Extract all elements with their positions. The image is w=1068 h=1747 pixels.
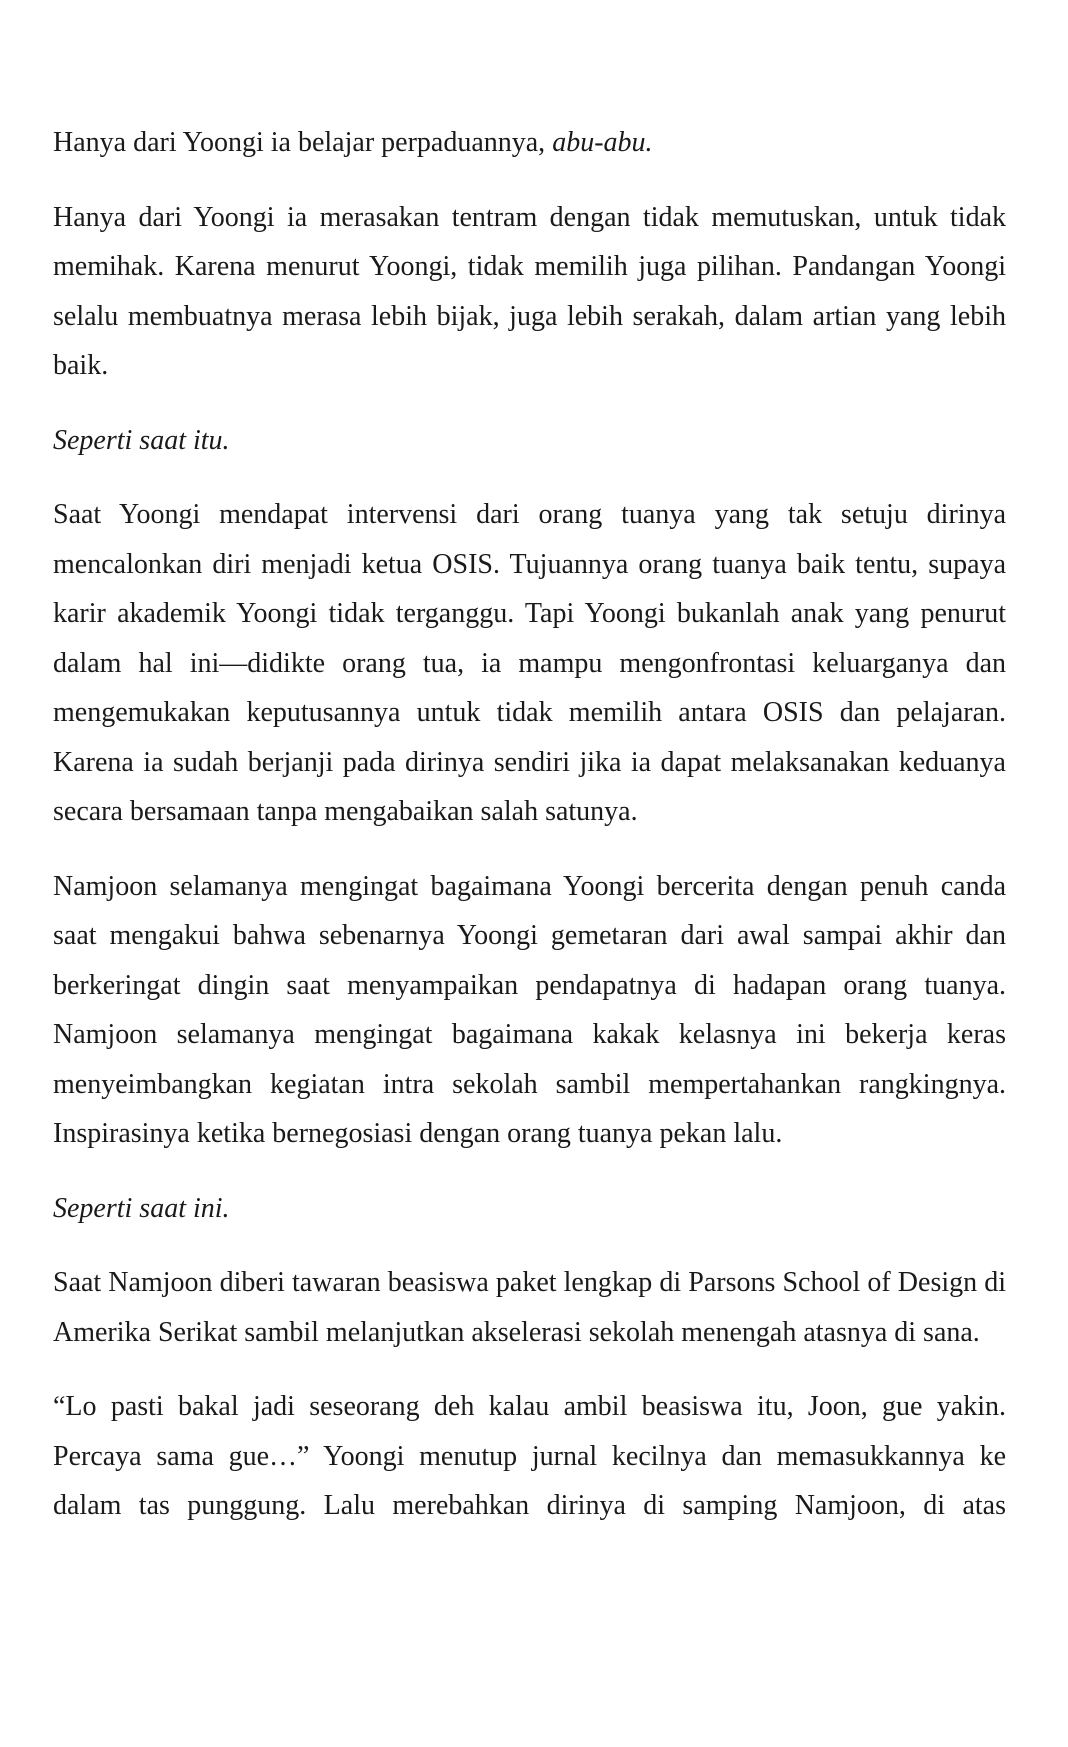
paragraph-3-italic: Seperti saat itu. xyxy=(53,424,230,456)
paragraph-2: Hanya dari Yoongi ia merasakan tentram dengan tidak memutuskan, untuk tidak memihak. Karena menurut Yoongi, tidak memilih juga pilihan. Pandangan Yoongi selalu membuatnya merasa lebih bijak, juga lebih serakah, dalam artian yang lebih baik. xyxy=(53,201,1006,381)
paragraph-1-italic-text: abu-abu. xyxy=(552,127,653,158)
paragraph-8: “Lo pasti bakal jadi seseorang deh kalau ambil beasiswa itu, Joon, gue yakin. Percaya sama gue…” Yoongi menutup jurnal kecilnya dan memasukkannya ke dalam tas punggung. Lalu merebahkan dirinya di samping Namjoon, di atas xyxy=(53,1391,1006,1521)
text-column xyxy=(53,118,1006,1556)
paragraph-1 xyxy=(53,118,1006,168)
paragraph-5: Namjoon selamanya mengingat bagaimana Yoongi bercerita dengan penuh canda saat mengakui bahwa sebenarnya Yoongi gemetaran dari awal sampai akhir dan berkeringat dingin saat menyampaikan pendapatnya di hadapan orang tuanya. Namjoon selamanya mengingat bagaimana kakak kelasnya ini bekerja keras menyeimbangkan kegiatan intra sekolah sambil mempertahankan rangkingnya. Inspirasinya ketika bernegosiasi dengan orang tuanya pekan lalu. xyxy=(53,870,1006,1149)
paragraph-1-text: Hanya dari Yoongi ia belajar perpaduannya, xyxy=(53,127,553,158)
paragraph-6-italic: Seperti saat ini. xyxy=(53,1192,230,1224)
paragraph-7: Saat Namjoon diberi tawaran beasiswa paket lengkap di Parsons School of Design di Amerika Serikat sambil melanjutkan akselerasi sekolah menengah atasnya di sana. xyxy=(53,1267,1006,1348)
paragraph-4: Saat Yoongi mendapat intervensi dari orang tuanya yang tak setuju dirinya mencalonkan diri menjadi ketua OSIS. Tujuannya orang tuanya baik tentu, supaya karir akademik Yoongi tidak terganggu. Tapi Yoongi bukanlah anak yang penurut dalam hal ini—didikte orang tua, ia mampu mengonfrontasi keluarganya dan mengemukakan keputusannya untuk tidak memilih antara OSIS dan pelajaran. Karena ia sudah berjanji pada dirinya sendiri jika ia dapat melaksanakan keduanya secara bersamaan tanpa mengabaikan salah satunya. xyxy=(53,499,1006,827)
